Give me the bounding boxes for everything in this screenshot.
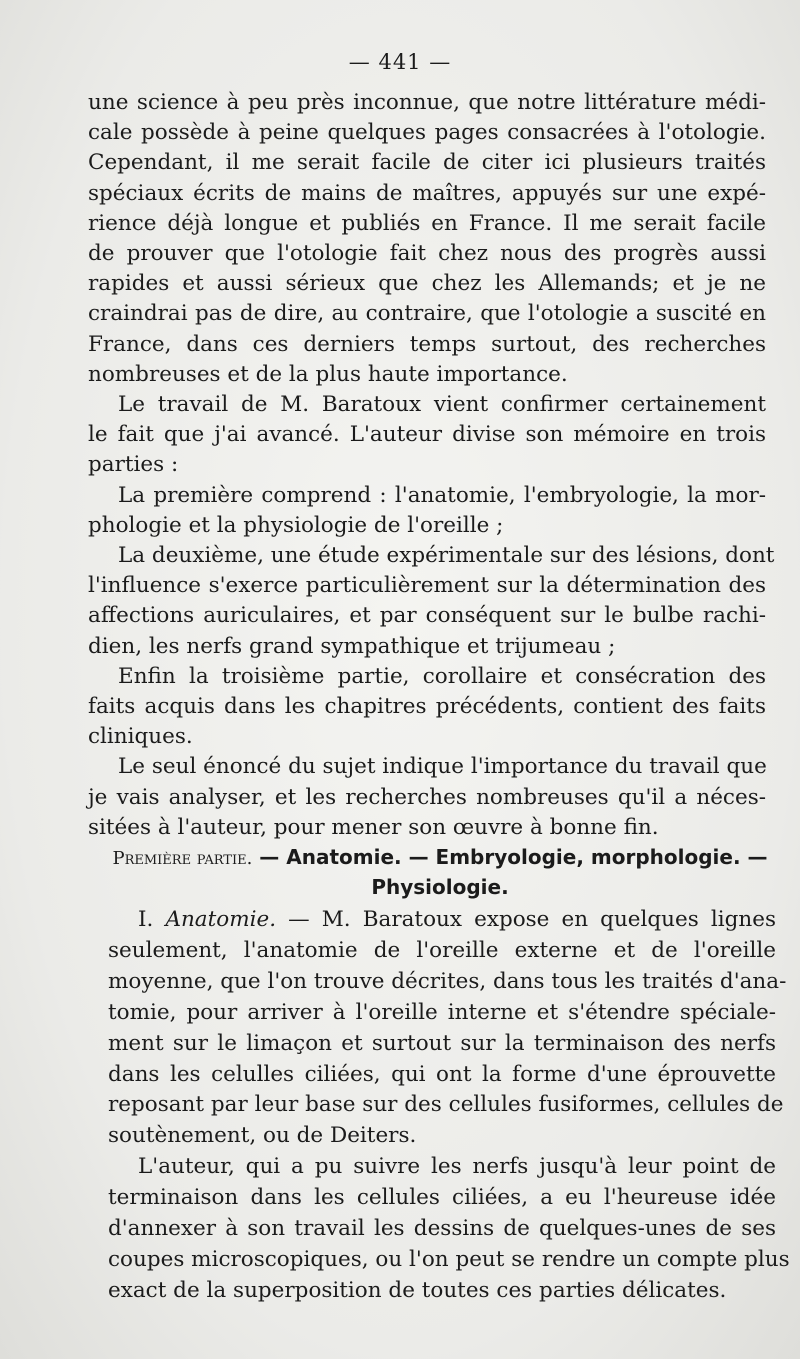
text-line: le fait que j'ai avancé. L'auteur divise son mémoire en trois xyxy=(88,422,766,448)
paragraph xyxy=(88,662,766,753)
paragraph xyxy=(88,481,766,541)
text-line: Le travail de M. Baratoux vient confirmer certainement xyxy=(118,392,766,418)
page-number: — 441 — xyxy=(348,50,452,74)
text-line: Cependant, il me serait facile de citer ici plusieurs traités xyxy=(88,150,766,176)
text-line: La deuxième, une étude expérimentale sur des lésions, dont xyxy=(118,543,775,569)
paragraph xyxy=(108,905,787,1152)
text-line: terminaison dans les cellules ciliées, a eu l'heureuse idée xyxy=(108,1185,776,1211)
text-line: tomie, pour arriver à l'oreille interne et s'étendre spéciale- xyxy=(108,999,776,1025)
section-heading xyxy=(100,843,780,901)
text-line: L'auteur, qui a pu suivre les nerfs jusqu'à leur point de xyxy=(138,1154,776,1180)
heading-line: Physiologie. xyxy=(371,875,509,899)
paragraph xyxy=(88,88,766,390)
heading-line xyxy=(100,843,780,873)
text-fragment: — M. Baratoux expose en quelques lignes xyxy=(288,907,776,932)
paragraph xyxy=(88,390,766,481)
text-line: nombreuses et de la plus haute importance. xyxy=(88,361,568,387)
section-title: Anatomie. xyxy=(165,907,277,932)
text-line: dien, les nerfs grand sympathique et trijumeau ; xyxy=(88,633,616,659)
text-line: je vais analyser, et les recherches nombreuses qu'il a néces- xyxy=(88,784,766,810)
paragraph xyxy=(88,752,766,843)
text-line: une science à peu près inconnue, que notre littérature médi- xyxy=(88,90,766,115)
body-text-top xyxy=(88,88,775,843)
text-line: exact de la superposition de toutes ces parties délicates. xyxy=(108,1277,727,1303)
text-line: Le seul énoncé du sujet indique l'importance du travail que xyxy=(118,754,767,780)
text-line: affections auriculaires, et par conséquent sur le bulbe rachi- xyxy=(88,603,766,629)
text-line: cliniques. xyxy=(88,724,193,750)
text-line: craindrai pas de dire, au contraire, que l'otologie a suscité en xyxy=(88,301,766,327)
text-line: ment sur le limaçon et surtout sur la terminaison des nerfs xyxy=(108,1030,776,1056)
text-line: phologie et la physiologie de l'oreille ; xyxy=(88,512,504,538)
text-line: moyenne, que l'on trouve décrites, dans tous les traités d'ana- xyxy=(108,968,787,994)
text-line: rapides et aussi sérieux que chez les Allemands; et je ne xyxy=(88,271,766,297)
text-line: rience déjà longue et publiés en France. Il me serait facile xyxy=(88,210,766,236)
body-text-bottom xyxy=(108,905,790,1307)
paragraph xyxy=(88,541,775,662)
heading-title: — Anatomie. — Embryologie, morphologie. — xyxy=(259,845,768,869)
section-number: I. xyxy=(138,907,166,932)
heading-label: Première partie. xyxy=(112,848,253,869)
text-line xyxy=(108,905,776,936)
paragraph xyxy=(108,1152,790,1307)
text-line: coupes microscopiques, ou l'on peut se rendre un compte plus xyxy=(108,1246,790,1272)
text-line: dans les celulles ciliées, qui ont la forme d'une éprouvette xyxy=(108,1061,776,1087)
text-line: France, dans ces derniers temps surtout, des recherches xyxy=(88,331,766,357)
text-line: de prouver que l'otologie fait chez nous des progrès aussi xyxy=(88,241,766,267)
text-line: cale possède à peine quelques pages consacrées à l'otologie. xyxy=(88,120,766,146)
text-line: soutènement, ou de Deiters. xyxy=(108,1123,417,1149)
text-line: Enfin la troisième partie, corollaire et consécration des xyxy=(118,663,766,689)
text-line: La première comprend : l'anatomie, l'embryologie, la mor- xyxy=(118,482,766,508)
text-line: spéciaux écrits de mains de maîtres, appuyés sur une expé- xyxy=(88,180,766,206)
text-line: seulement, l'anatomie de l'oreille externe et de l'oreille xyxy=(108,937,776,963)
text-line: reposant par leur base sur des cellules fusiformes, cellules de xyxy=(108,1092,784,1118)
text-line: sitées à l'auteur, pour mener son œuvre à bonne fin. xyxy=(88,814,659,840)
text-line: faits acquis dans les chapitres précédents, contient des faits xyxy=(88,694,766,720)
text-line: l'influence s'exerce particulièrement sur la détermination des xyxy=(88,573,766,599)
text-line: parties : xyxy=(88,452,179,478)
text-line: d'annexer à son travail les dessins de quelques-unes de ses xyxy=(108,1216,776,1242)
